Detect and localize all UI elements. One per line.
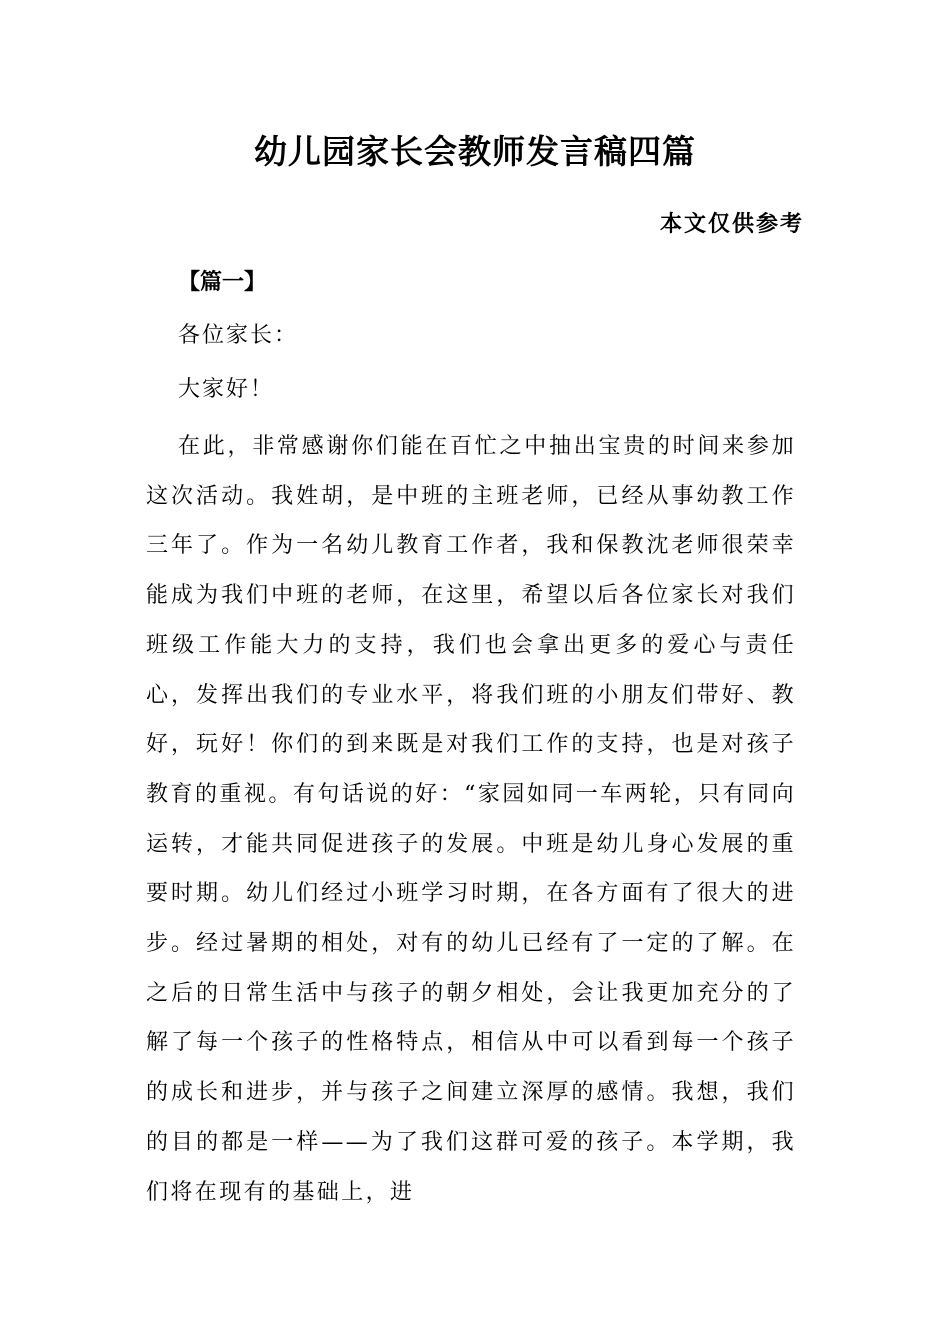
greeting: 大家好！ <box>178 377 275 402</box>
section-heading: 【篇一】 <box>178 269 267 295</box>
document-title: 幼儿园家长会教师发言稿四篇 <box>254 132 696 171</box>
body-paragraph: 在此，非常感谢你们能在百忙之中抽出宝贵的时间来参加这次活动。我姓胡，是中班的主班老师，已经从事幼教工作三年了。作为一名幼儿教育工作者，我和保教沈老师很荣幸能成为我们中班的老师，在这里，希望以后各位家长对我们班级工作能大力的支持，我们也会拿出更多的爱心与责任心，发挥出我们的专业水平，将我们班的小朋友们带好、教好，玩好！你们的到来既是对我们工作的支持，也是对孩子教育的重视。有句话说的好：“家园如同一车两轮，只有同向运转，才能共同促进孩子的发展。中班是幼儿身心发展的重要时期。幼儿们经过小班学习时期，在各方面有了很大的进步。经过暑期的相处，对有的幼儿已经有了一定的了解。在之后的日常生活中与孩子的朝夕相处，会让我更加充分的了解了每一个孩子的性格特点，相信从中可以看到每一个孩子的成长和进步，并与孩子之间建立深厚的感情。我想，我们的目的都是一样——为了我们这群可爱的孩子。本学期，我们将在现有的基础上，进 <box>146 434 796 1205</box>
reference-note: 本文仅供参考 <box>659 211 804 237</box>
salutation: 各位家长： <box>178 323 299 348</box>
